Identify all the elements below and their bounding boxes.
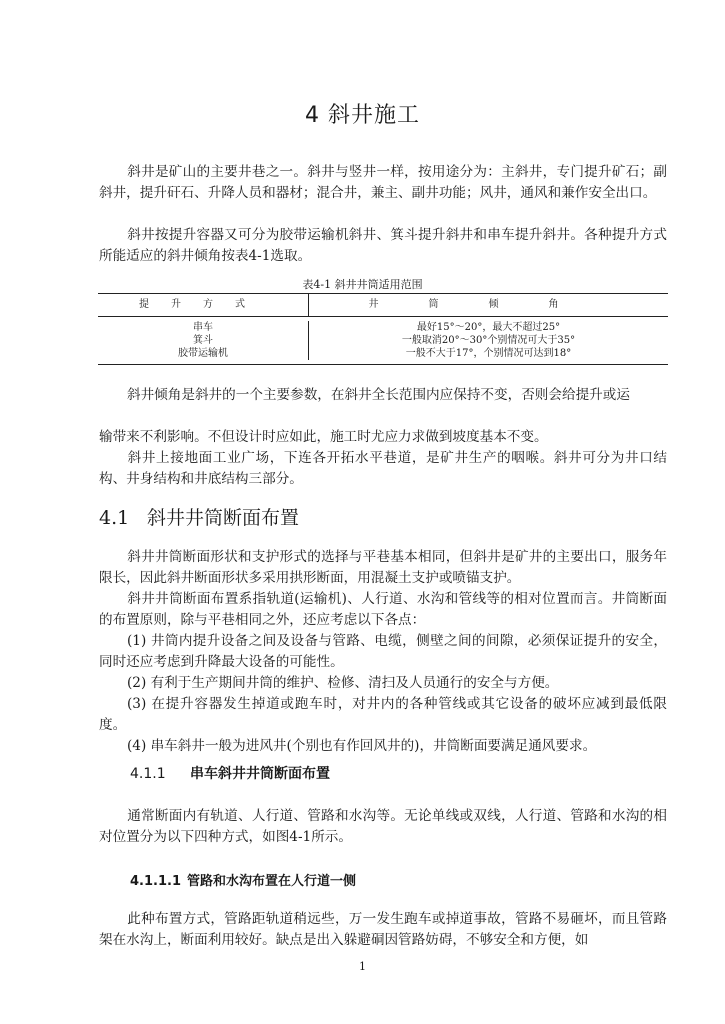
section-heading-4-1 [99, 503, 299, 530]
section-4-1-paragraph-2 [99, 589, 667, 631]
table-cell: 箕斗 [193, 335, 213, 346]
table-cell: 胶带运输机 [178, 348, 228, 359]
intro-paragraph-1 [99, 162, 667, 204]
section-4-1-1-1-paragraph-1 [99, 909, 667, 951]
after-table-paragraph-1b-text: 输带来不利影响。不但设计时应如此，施工时尤应力求做到坡度基本不变。 [99, 429, 548, 445]
list-item-3 [99, 694, 667, 736]
table-cell: 一般取消20°～30°个别情况可大于35° [401, 335, 576, 346]
after-table-paragraph-1-text: 斜井倾角是斜井的一个主要参数，在斜井全长范围内应保持不变，否则会给提升或运 [127, 387, 630, 403]
section-number: 4.1.1 [130, 766, 166, 782]
section-number: 4.1 [99, 507, 130, 529]
list-item-4 [99, 736, 667, 757]
list-item-1 [99, 631, 667, 673]
section-4-1-paragraph-1-text: 斜井井筒断面形状和支护形式的选择与平巷基本相同，但斜井是矿井的主要出口，服务年限长，因此斜井断面形状多采用拱形断面，用混凝土支护或喷锚支护。 [99, 549, 667, 586]
list-item-2-text: (2) 有利于生产期间井筒的维护、检修、清扫及人员通行的安全与方便。 [127, 675, 559, 691]
table-column-angle [309, 321, 668, 360]
page-number: 1 [359, 960, 366, 973]
intro-paragraph-2-text: 斜井按提升容器又可分为胶带运输机斜井、箕斗提升斜井和串车提升斜井。各种提升方式所能适应的斜井倾角按表4-1选取。 [99, 227, 667, 264]
after-table-paragraph-2-text: 斜井上接地面工业广场，下连各开拓水平巷道，是矿井生产的咽喉。斜井可分为井口结构、井身结构和井底结构三部分。 [99, 450, 667, 487]
section-number: 4.1.1.1 [130, 874, 181, 889]
chapter-title: 4 斜井施工 [305, 103, 420, 128]
applicability-table [98, 293, 668, 365]
after-table-paragraph-2 [99, 448, 667, 490]
table-cell: 串车 [193, 322, 213, 333]
list-item-2 [99, 673, 667, 694]
intro-paragraph-2 [99, 225, 667, 267]
after-table-paragraph-1 [99, 385, 667, 406]
section-4-1-paragraph-1 [99, 547, 667, 589]
table-caption: 表4-1 斜井井筒适用范围 [302, 278, 423, 291]
section-title: 串车斜井井筒断面布置 [190, 766, 330, 782]
list-item-1-text: (1) 井筒内提升设备之间及设备与管路、电缆，侧壁之间的间隙，必须保证提升的安全，同时还应考虑到升降最大设备的可能性。 [99, 633, 667, 670]
section-4-1-1-1-paragraph-1-text: 此种布置方式，管路距轨道稍远些，万一发生跑车或掉道事故，管路不易砸坏，而且管路架在水沟上，断面利用较好。缺点是出入躲避硐因管路妨碍，不够安全和方便，如 [99, 911, 667, 948]
intro-paragraph-1-text: 斜井是矿山的主要井巷之一。斜井与竖井一样，按用途分为：主斜井，专门提升矿石；副斜井，提升矸石、升降人员和器材；混合井，兼主、副井功能；风井，通风和兼作安全出口。 [99, 164, 667, 201]
list-item-3-text: (3) 在提升容器发生掉道或跑车时，对井内的各种管线或其它设备的破坏应减到最低限度。 [99, 696, 667, 733]
section-heading-4-1-1-1 [130, 870, 356, 889]
table-body [98, 317, 668, 364]
after-table-paragraph-1b [99, 427, 667, 448]
section-title: 管路和水沟布置在人行道一侧 [187, 874, 357, 889]
section-heading-4-1-1 [130, 763, 330, 783]
section-title: 斜井井筒断面布置 [147, 507, 300, 529]
list-item-4-text: (4) 串车斜井一般为进风井(个别也有作回风井的)，井筒断面要满足通风要求。 [127, 738, 597, 754]
section-4-1-1-paragraph-1-text: 通常断面内有轨道、人行道、管路和水沟等。无论单线或双线，人行道、管路和水沟的相对位置分为以下四种方式，如图4-1所示。 [99, 808, 667, 845]
table-header-method: 提升方式 [98, 294, 309, 316]
table-header-row [98, 294, 668, 317]
section-4-1-1-paragraph-1 [99, 806, 667, 848]
table-cell: 一般不大于17°，个别情况可达到18° [405, 348, 572, 359]
table-column-method [98, 321, 309, 360]
table-header-angle: 井筒倾角 [368, 299, 609, 310]
table-cell: 最好15°～20°，最大不超过25° [416, 322, 561, 333]
section-4-1-paragraph-2-text: 斜井井筒断面布置系指轨道(运输机)、人行道、水沟和管线等的相对位置而言。井筒断面的布置原则，除与平巷相同之外，还应考虑以下各点： [99, 591, 667, 628]
